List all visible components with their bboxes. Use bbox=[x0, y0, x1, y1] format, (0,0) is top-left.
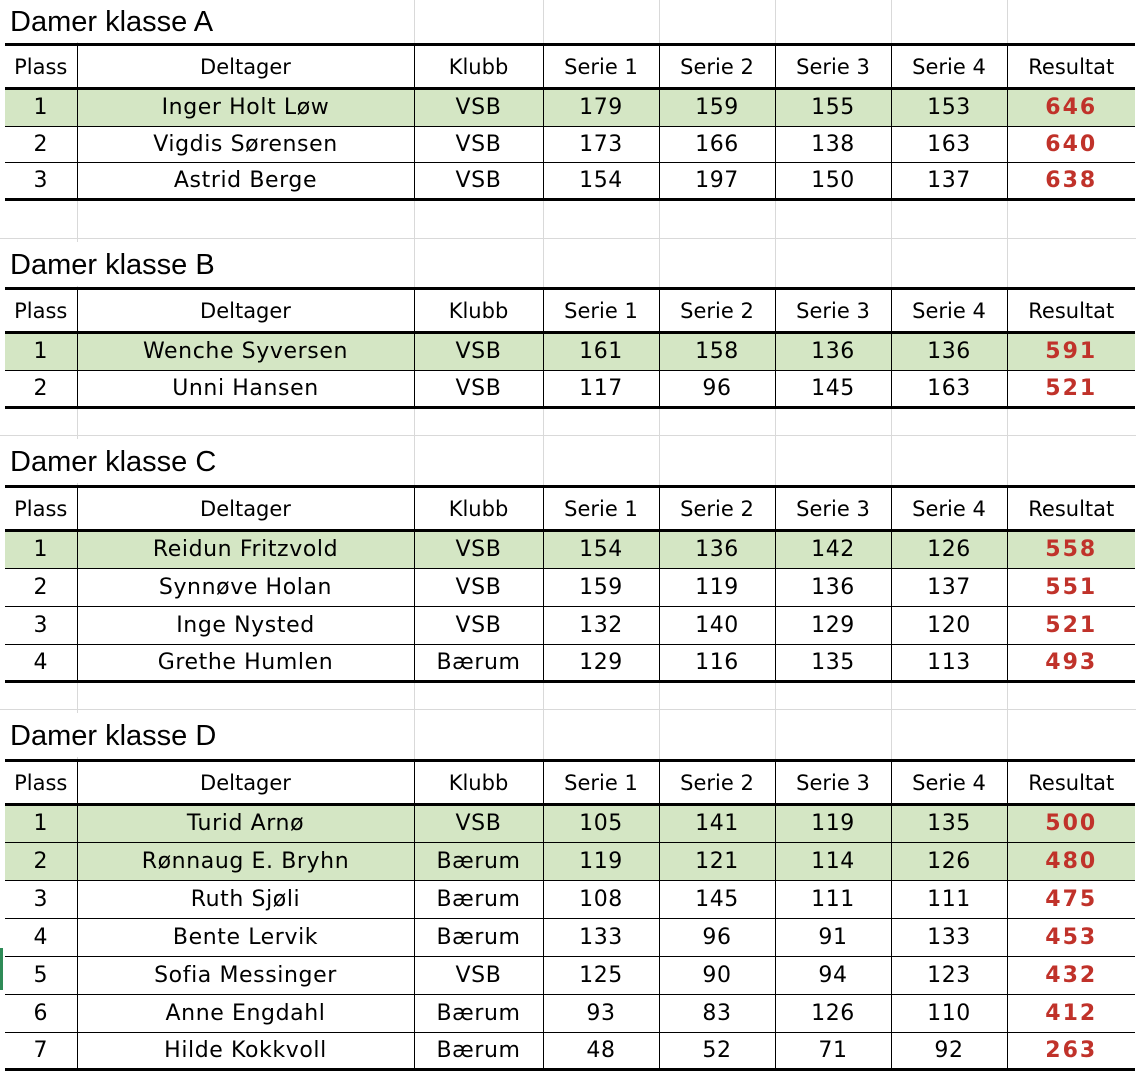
serie1-cell: 154 bbox=[543, 163, 659, 200]
header-row bbox=[5, 289, 1135, 333]
serie1-cell: 125 bbox=[543, 957, 659, 995]
column-header-serie4: Serie 4 bbox=[891, 487, 1007, 531]
serie2-cell: 140 bbox=[659, 607, 775, 645]
table-row bbox=[5, 333, 1135, 371]
serie4-cell: 126 bbox=[891, 843, 1007, 881]
deltager-cell: Vigdis Sørensen bbox=[77, 127, 414, 163]
serie3-cell: 119 bbox=[775, 805, 891, 843]
section-title: Damer klasse A bbox=[10, 6, 214, 38]
column-header-serie3: Serie 3 bbox=[775, 487, 891, 531]
column-header-resultat: Resultat bbox=[1007, 289, 1135, 333]
serie3-cell: 150 bbox=[775, 163, 891, 200]
serie2-cell: 166 bbox=[659, 127, 775, 163]
plass-cell: 5 bbox=[5, 957, 77, 995]
deltager-cell: Bente Lervik bbox=[77, 919, 414, 957]
serie2-cell: 136 bbox=[659, 531, 775, 569]
klubb-cell: Bærum bbox=[414, 919, 543, 957]
klubb-cell: Bærum bbox=[414, 843, 543, 881]
serie2-cell: 116 bbox=[659, 645, 775, 682]
resultat-cell: 412 bbox=[1007, 995, 1135, 1033]
serie3-cell: 129 bbox=[775, 607, 891, 645]
serie1-cell: 173 bbox=[543, 127, 659, 163]
column-header-deltager: Deltager bbox=[77, 761, 414, 805]
serie2-cell: 197 bbox=[659, 163, 775, 200]
table-row bbox=[5, 957, 1135, 995]
serie1-cell: 132 bbox=[543, 607, 659, 645]
serie3-cell: 155 bbox=[775, 89, 891, 127]
serie1-cell: 119 bbox=[543, 843, 659, 881]
section-title: Damer klasse D bbox=[10, 720, 217, 752]
serie1-cell: 179 bbox=[543, 89, 659, 127]
resultat-cell: 640 bbox=[1007, 127, 1135, 163]
plass-cell: 2 bbox=[5, 371, 77, 408]
serie4-cell: 111 bbox=[891, 881, 1007, 919]
serie3-cell: 136 bbox=[775, 333, 891, 371]
serie2-cell: 90 bbox=[659, 957, 775, 995]
serie1-cell: 105 bbox=[543, 805, 659, 843]
serie3-cell: 142 bbox=[775, 531, 891, 569]
klubb-cell: VSB bbox=[414, 163, 543, 200]
klubb-cell: Bærum bbox=[414, 881, 543, 919]
resultat-cell: 263 bbox=[1007, 1033, 1135, 1070]
serie3-cell: 145 bbox=[775, 371, 891, 408]
deltager-cell: Reidun Fritzvold bbox=[77, 531, 414, 569]
plass-cell: 2 bbox=[5, 843, 77, 881]
deltager-cell: Ruth Sjøli bbox=[77, 881, 414, 919]
gridline-horizontal bbox=[0, 435, 1136, 436]
plass-cell: 2 bbox=[5, 127, 77, 163]
gridline-horizontal bbox=[0, 238, 1136, 239]
table-row bbox=[5, 843, 1135, 881]
klubb-cell: VSB bbox=[414, 89, 543, 127]
resultat-cell: 591 bbox=[1007, 333, 1135, 371]
table-row bbox=[5, 163, 1135, 200]
klubb-cell: VSB bbox=[414, 569, 543, 607]
serie4-cell: 120 bbox=[891, 607, 1007, 645]
table-row bbox=[5, 127, 1135, 163]
plass-cell: 4 bbox=[5, 919, 77, 957]
serie3-cell: 91 bbox=[775, 919, 891, 957]
table-row bbox=[5, 607, 1135, 645]
column-header-serie3: Serie 3 bbox=[775, 761, 891, 805]
serie1-cell: 161 bbox=[543, 333, 659, 371]
serie3-cell: 136 bbox=[775, 569, 891, 607]
column-header-serie4: Serie 4 bbox=[891, 45, 1007, 89]
serie4-cell: 153 bbox=[891, 89, 1007, 127]
serie2-cell: 119 bbox=[659, 569, 775, 607]
serie4-cell: 123 bbox=[891, 957, 1007, 995]
column-header-resultat: Resultat bbox=[1007, 45, 1135, 89]
column-header-klubb: Klubb bbox=[414, 487, 543, 531]
plass-cell: 1 bbox=[5, 531, 77, 569]
resultat-cell: 493 bbox=[1007, 645, 1135, 682]
serie1-cell: 133 bbox=[543, 919, 659, 957]
serie2-cell: 52 bbox=[659, 1033, 775, 1070]
column-header-plass: Plass bbox=[5, 289, 77, 333]
column-header-klubb: Klubb bbox=[414, 289, 543, 333]
column-header-serie1: Serie 1 bbox=[543, 45, 659, 89]
serie4-cell: 92 bbox=[891, 1033, 1007, 1070]
column-header-plass: Plass bbox=[5, 487, 77, 531]
header-row bbox=[5, 761, 1135, 805]
serie2-cell: 141 bbox=[659, 805, 775, 843]
deltager-cell: Anne Engdahl bbox=[77, 995, 414, 1033]
serie3-cell: 138 bbox=[775, 127, 891, 163]
deltager-cell: Synnøve Holan bbox=[77, 569, 414, 607]
serie3-cell: 94 bbox=[775, 957, 891, 995]
deltager-cell: Wenche Syversen bbox=[77, 333, 414, 371]
deltager-cell: Hilde Kokkvoll bbox=[77, 1033, 414, 1070]
klubb-cell: Bærum bbox=[414, 1033, 543, 1070]
column-header-serie2: Serie 2 bbox=[659, 761, 775, 805]
resultat-cell: 480 bbox=[1007, 843, 1135, 881]
deltager-cell: Rønnaug E. Bryhn bbox=[77, 843, 414, 881]
serie1-cell: 129 bbox=[543, 645, 659, 682]
deltager-cell: Sofia Messinger bbox=[77, 957, 414, 995]
column-header-resultat: Resultat bbox=[1007, 487, 1135, 531]
deltager-cell: Turid Arnø bbox=[77, 805, 414, 843]
serie1-cell: 93 bbox=[543, 995, 659, 1033]
serie2-cell: 121 bbox=[659, 843, 775, 881]
serie4-cell: 136 bbox=[891, 333, 1007, 371]
serie2-cell: 158 bbox=[659, 333, 775, 371]
results-table bbox=[5, 759, 1135, 1071]
serie3-cell: 126 bbox=[775, 995, 891, 1033]
serie2-cell: 159 bbox=[659, 89, 775, 127]
resultat-cell: 551 bbox=[1007, 569, 1135, 607]
serie4-cell: 133 bbox=[891, 919, 1007, 957]
results-table bbox=[5, 287, 1135, 409]
column-header-klubb: Klubb bbox=[414, 45, 543, 89]
plass-cell: 4 bbox=[5, 645, 77, 682]
table-row bbox=[5, 919, 1135, 957]
serie3-cell: 135 bbox=[775, 645, 891, 682]
deltager-cell: Astrid Berge bbox=[77, 163, 414, 200]
deltager-cell: Inge Nysted bbox=[77, 607, 414, 645]
serie2-cell: 83 bbox=[659, 995, 775, 1033]
resultat-cell: 638 bbox=[1007, 163, 1135, 200]
column-header-serie4: Serie 4 bbox=[891, 761, 1007, 805]
column-header-serie2: Serie 2 bbox=[659, 45, 775, 89]
table-row bbox=[5, 531, 1135, 569]
column-header-plass: Plass bbox=[5, 45, 77, 89]
section-title: Damer klasse C bbox=[10, 446, 217, 478]
serie4-cell: 110 bbox=[891, 995, 1007, 1033]
plass-cell: 6 bbox=[5, 995, 77, 1033]
table-row bbox=[5, 881, 1135, 919]
serie4-cell: 137 bbox=[891, 163, 1007, 200]
table-row bbox=[5, 805, 1135, 843]
deltager-cell: Inger Holt Løw bbox=[77, 89, 414, 127]
table-row bbox=[5, 89, 1135, 127]
serie4-cell: 135 bbox=[891, 805, 1007, 843]
resultat-cell: 500 bbox=[1007, 805, 1135, 843]
column-header-serie2: Serie 2 bbox=[659, 289, 775, 333]
column-header-serie1: Serie 1 bbox=[543, 761, 659, 805]
serie1-cell: 159 bbox=[543, 569, 659, 607]
column-header-serie2: Serie 2 bbox=[659, 487, 775, 531]
serie2-cell: 96 bbox=[659, 371, 775, 408]
serie3-cell: 71 bbox=[775, 1033, 891, 1070]
serie4-cell: 126 bbox=[891, 531, 1007, 569]
serie2-cell: 145 bbox=[659, 881, 775, 919]
serie4-cell: 163 bbox=[891, 127, 1007, 163]
plass-cell: 1 bbox=[5, 89, 77, 127]
header-row bbox=[5, 45, 1135, 89]
column-header-deltager: Deltager bbox=[77, 45, 414, 89]
plass-cell: 7 bbox=[5, 1033, 77, 1070]
serie3-cell: 114 bbox=[775, 843, 891, 881]
section-title: Damer klasse B bbox=[10, 249, 215, 281]
header-row bbox=[5, 487, 1135, 531]
gridline-horizontal bbox=[0, 709, 1136, 710]
column-header-resultat: Resultat bbox=[1007, 761, 1135, 805]
column-header-plass: Plass bbox=[5, 761, 77, 805]
deltager-cell: Unni Hansen bbox=[77, 371, 414, 408]
plass-cell: 2 bbox=[5, 569, 77, 607]
klubb-cell: VSB bbox=[414, 531, 543, 569]
column-header-klubb: Klubb bbox=[414, 761, 543, 805]
resultat-cell: 646 bbox=[1007, 89, 1135, 127]
serie3-cell: 111 bbox=[775, 881, 891, 919]
serie1-cell: 108 bbox=[543, 881, 659, 919]
klubb-cell: VSB bbox=[414, 957, 543, 995]
klubb-cell: Bærum bbox=[414, 995, 543, 1033]
table-row bbox=[5, 1033, 1135, 1070]
column-header-serie4: Serie 4 bbox=[891, 289, 1007, 333]
serie4-cell: 163 bbox=[891, 371, 1007, 408]
plass-cell: 3 bbox=[5, 881, 77, 919]
resultat-cell: 558 bbox=[1007, 531, 1135, 569]
row-selection-marker bbox=[0, 948, 3, 990]
serie4-cell: 137 bbox=[891, 569, 1007, 607]
results-table bbox=[5, 485, 1135, 683]
results-table bbox=[5, 43, 1135, 201]
serie4-cell: 113 bbox=[891, 645, 1007, 682]
table-row bbox=[5, 995, 1135, 1033]
klubb-cell: VSB bbox=[414, 333, 543, 371]
serie1-cell: 48 bbox=[543, 1033, 659, 1070]
table-row bbox=[5, 371, 1135, 408]
klubb-cell: VSB bbox=[414, 371, 543, 408]
column-header-serie3: Serie 3 bbox=[775, 289, 891, 333]
klubb-cell: VSB bbox=[414, 805, 543, 843]
column-header-serie3: Serie 3 bbox=[775, 45, 891, 89]
table-row bbox=[5, 645, 1135, 682]
resultat-cell: 521 bbox=[1007, 371, 1135, 408]
resultat-cell: 453 bbox=[1007, 919, 1135, 957]
deltager-cell: Grethe Humlen bbox=[77, 645, 414, 682]
column-header-serie1: Serie 1 bbox=[543, 487, 659, 531]
column-header-serie1: Serie 1 bbox=[543, 289, 659, 333]
serie2-cell: 96 bbox=[659, 919, 775, 957]
klubb-cell: VSB bbox=[414, 127, 543, 163]
resultat-cell: 521 bbox=[1007, 607, 1135, 645]
serie1-cell: 117 bbox=[543, 371, 659, 408]
serie1-cell: 154 bbox=[543, 531, 659, 569]
table-row bbox=[5, 569, 1135, 607]
plass-cell: 1 bbox=[5, 333, 77, 371]
klubb-cell: Bærum bbox=[414, 645, 543, 682]
column-header-deltager: Deltager bbox=[77, 487, 414, 531]
plass-cell: 1 bbox=[5, 805, 77, 843]
klubb-cell: VSB bbox=[414, 607, 543, 645]
plass-cell: 3 bbox=[5, 163, 77, 200]
resultat-cell: 475 bbox=[1007, 881, 1135, 919]
plass-cell: 3 bbox=[5, 607, 77, 645]
column-header-deltager: Deltager bbox=[77, 289, 414, 333]
resultat-cell: 432 bbox=[1007, 957, 1135, 995]
